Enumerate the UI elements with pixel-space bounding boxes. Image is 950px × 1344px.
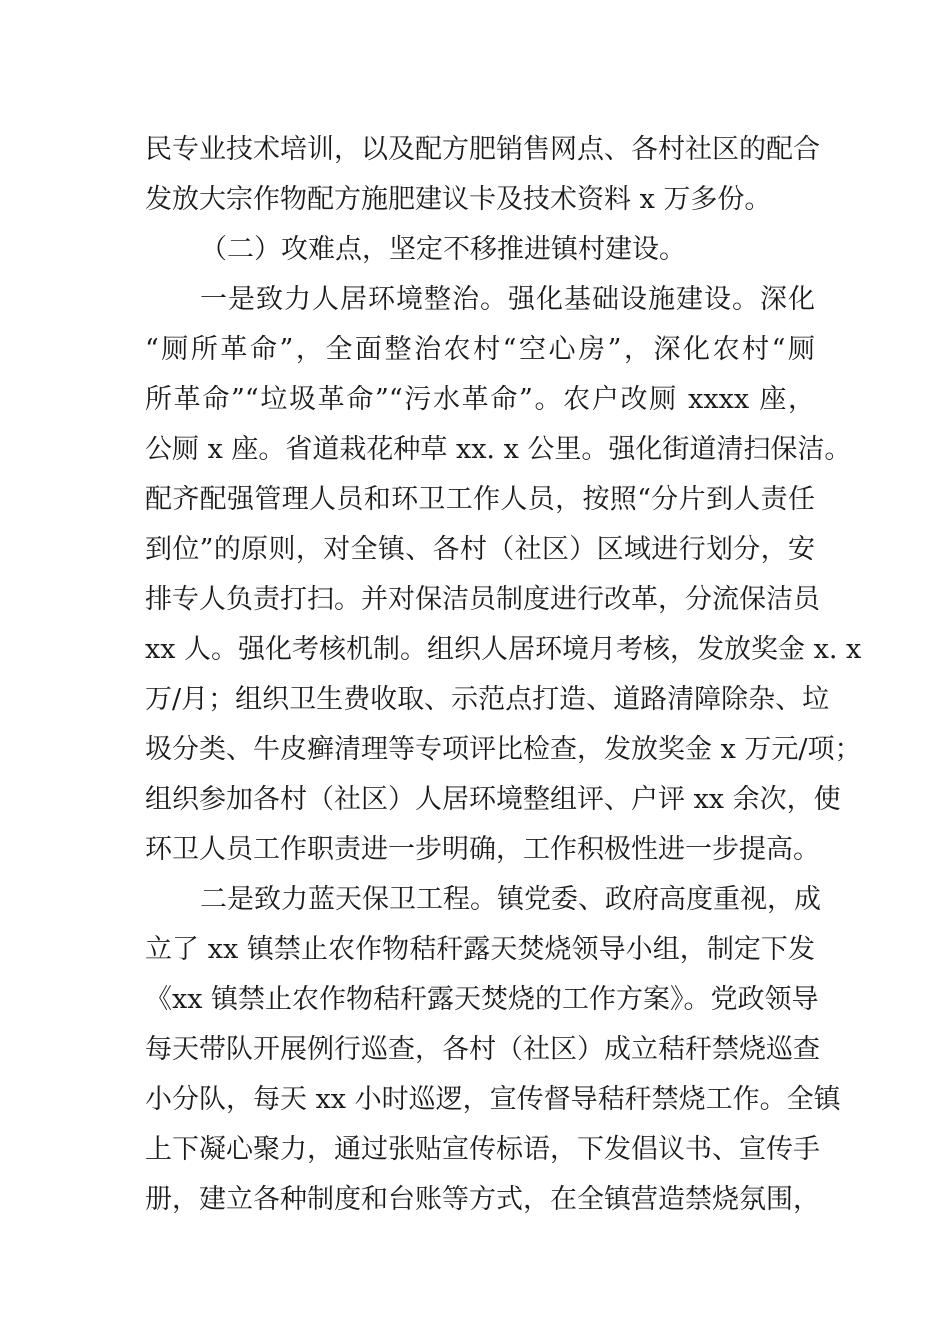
body-text-line: 公厕 x 座。省道栽花种草 xx. x 公里。强化街道清扫保洁。 (145, 434, 852, 465)
body-text-line: 圾分类、牛皮癣清理等专项评比检查，发放奖金 x 万元/项； (145, 734, 862, 765)
body-text-line: 到位”的原则，对全镇、各村（社区）区域进行划分，安 (145, 534, 815, 565)
body-text-line: 环卫人员工作职责进一步明确，工作积极性进一步提高。 (145, 834, 820, 865)
body-text-line: 小分队，每天 xx 小时巡逻，宣传督导秸秆禁烧工作。全镇 (145, 1084, 841, 1115)
body-text-line: 民专业技术培训，以及配方肥销售网点、各村社区的配合 (145, 134, 820, 165)
body-text-line: xx 人。强化考核机制。组织人居环境月考核，发放奖金 x. x (145, 634, 862, 665)
body-text-line: 组织参加各村（社区）人居环境整组评、户评 xx 余次，使 (145, 784, 841, 815)
body-text-line: 发放大宗作物配方施肥建议卡及技术资料 x 万多份。 (145, 184, 772, 215)
body-text-line: 立了 xx 镇禁止农作物秸秆露天焚烧领导小组，制定下发 (145, 934, 815, 965)
body-text-line: 上下凝心聚力，通过张贴宣传标语，下发倡议书、宣传手 (145, 1134, 820, 1165)
paragraph-first-line: 二是致力蓝天保卫工程。镇党委、政府高度重视，成 (200, 884, 821, 915)
body-text-line: 《xx 镇禁止农作物秸秆露天焚烧的工作方案》。党政领导 (145, 984, 819, 1015)
body-text-line: 排专人负责打扫。并对保洁员制度进行改革，分流保洁员 (145, 584, 820, 615)
body-text-line: “厕所革命”，全面整治农村“空心房”，深化农村“厕 (145, 334, 815, 365)
body-text-line: 每天带队开展例行巡查，各村（社区）成立秸秆禁烧巡查 (145, 1034, 820, 1065)
body-text-line: 册，建立各种制度和台账等方式，在全镇营造禁烧氛围， (145, 1184, 820, 1215)
paragraph-first-line: 一是致力人居环境整治。强化基础设施建设。深化 (200, 284, 815, 315)
body-text-line: 万/月；组织卫生费收取、示范点打造、道路清障除杂、垃 (145, 684, 830, 715)
body-text-line: 所革命”“垃圾革命”“污水革命”。农户改厕 xxxx 座， (145, 384, 815, 415)
section-heading: （二）攻难点，坚定不移推进镇村建设。 (200, 234, 686, 265)
body-text-line: 配齐配强管理人员和环卫工作人员，按照“分片到人责任 (145, 484, 815, 515)
